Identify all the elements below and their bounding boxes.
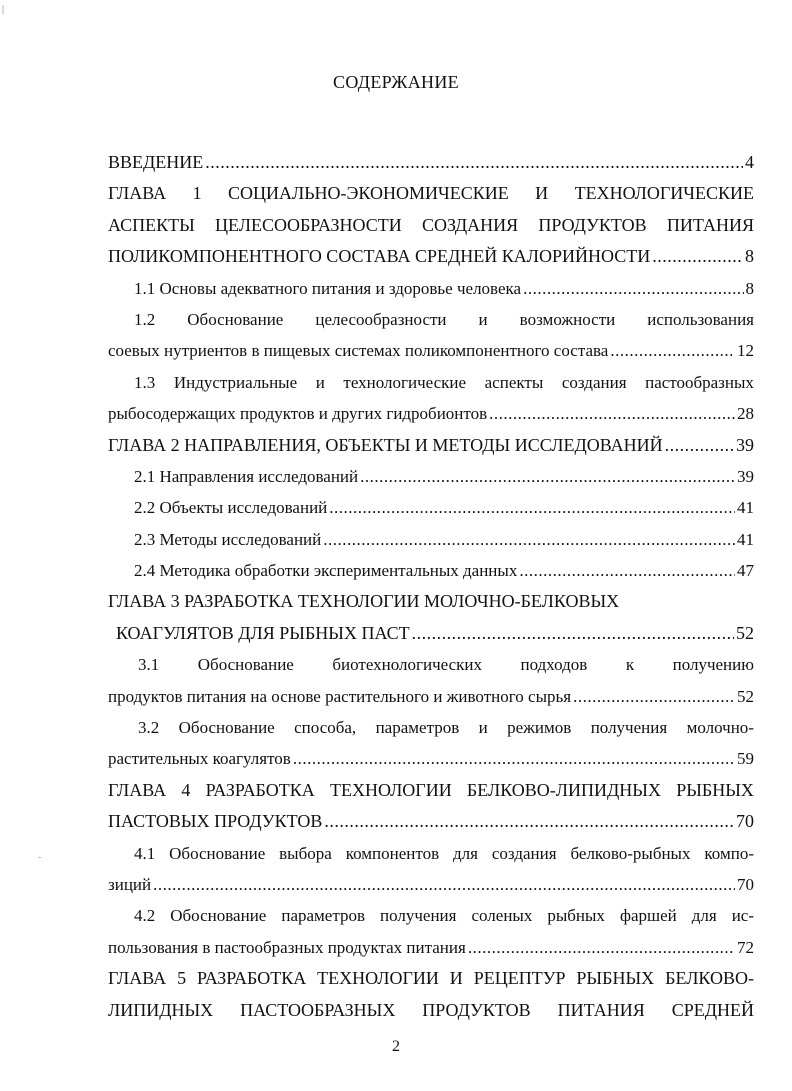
word: РЕЦЕПТУР	[473, 968, 566, 989]
toc-entry-text: пользования в пастообразных продуктах питания	[108, 937, 466, 957]
toc-entry-text: растительных коагулятов	[108, 749, 291, 769]
toc-entry-text: продуктов питания на основе растительного и животного сырья	[108, 686, 572, 706]
word: 1.3	[134, 372, 156, 392]
word: получения	[380, 906, 457, 926]
word: 4.2	[134, 906, 156, 926]
toc-entry-text: зиций	[108, 874, 152, 894]
word: и	[315, 372, 325, 392]
word: использования	[647, 309, 754, 329]
dot-leader	[205, 147, 743, 178]
word: 3.1	[138, 655, 160, 675]
word: ГЛАВА	[108, 968, 167, 989]
word: режимов	[507, 718, 572, 738]
dot-leader	[360, 461, 735, 492]
toc-page-number: 47	[737, 561, 754, 581]
toc-page-number: 39	[737, 466, 754, 486]
toc-section-4-2-line-1[interactable]	[108, 900, 754, 931]
toc-section-3-1-line-1[interactable]	[108, 649, 754, 680]
dot-leader	[523, 273, 743, 304]
table-of-contents	[108, 147, 754, 1026]
toc-chapter-4-line-2[interactable]	[108, 806, 754, 837]
dot-leader	[519, 555, 735, 586]
word: и	[478, 718, 488, 738]
word: компо-	[704, 843, 754, 863]
word: ПИТАНИЯ	[666, 214, 754, 235]
dot-leader	[665, 430, 734, 461]
toc-page-number: 4	[745, 152, 754, 172]
word: СОЗДАНИЯ	[421, 214, 519, 235]
word: 5	[177, 968, 187, 989]
word: ПИТАНИЯ	[557, 999, 645, 1020]
dot-leader	[324, 806, 734, 837]
word: создания	[491, 843, 557, 863]
word: И	[449, 968, 463, 989]
word: ис-	[731, 906, 754, 926]
toc-section-2-3[interactable]	[108, 524, 754, 555]
word: РЫБНЫХ	[576, 968, 655, 989]
toc-section-1-2-line-1[interactable]	[108, 304, 754, 335]
word: ГЛАВА	[108, 183, 167, 204]
word: РАЗРАБОТКА	[205, 779, 315, 800]
toc-entry-text: ГЛАВА 2 НАПРАВЛЕНИЯ, ОБЪЕКТЫ И МЕТОДЫ ИССЛЕДОВАНИЙ	[108, 434, 663, 455]
word: 3.2	[138, 718, 160, 738]
word: аспекты	[484, 372, 544, 392]
word: возможности	[519, 309, 616, 329]
dot-leader	[153, 869, 735, 900]
toc-entry-text: ПАСТОВЫХ ПРОДУКТОВ	[108, 811, 323, 832]
scan-margin-dash: -	[38, 852, 42, 863]
toc-entry-text: 2.3 Методы исследований	[134, 529, 322, 549]
toc-section-1-2-line-2[interactable]	[108, 335, 754, 366]
toc-chapter-3-line-1[interactable]	[108, 586, 754, 617]
toc-page-number: 52	[736, 622, 754, 643]
page-title: СОДЕРЖАНИЕ	[333, 72, 459, 92]
word: БЕЛКОВО-ЛИПИДНЫХ	[466, 779, 661, 800]
dot-leader	[323, 524, 735, 555]
word: ПАСТООБРАЗНЫХ	[240, 999, 396, 1020]
dot-leader	[652, 241, 743, 272]
word: Обоснование	[170, 906, 267, 926]
word: пастообразных	[645, 372, 754, 392]
word: фаршей	[619, 906, 677, 926]
toc-chapter-5-line-1[interactable]	[108, 963, 754, 994]
toc-chapter-1-line-1[interactable]	[108, 178, 754, 209]
toc-section-2-4[interactable]	[108, 555, 754, 586]
word: биотехнологических	[332, 655, 482, 675]
toc-section-4-2-line-2[interactable]	[108, 932, 754, 963]
toc-entry-text: 2.2 Объекты исследований	[134, 498, 328, 518]
word: ТЕХНОЛОГИИ	[317, 968, 439, 989]
toc-chapter-3-line-2[interactable]	[108, 618, 754, 649]
word: компонентов	[345, 843, 440, 863]
word: ТЕХНОЛОГИИ	[330, 779, 452, 800]
toc-page-number: 8	[745, 246, 754, 267]
toc-page-number: 70	[736, 811, 754, 832]
toc-entry-text: 2.4 Методика обработки экспериментальных данных	[134, 561, 518, 581]
dot-leader	[329, 492, 735, 523]
word: белково-рыбных	[570, 843, 691, 863]
toc-section-3-2-line-1[interactable]	[108, 712, 754, 743]
toc-entry-text: ВВЕДЕНИЕ	[108, 152, 204, 172]
toc-section-3-2-line-2[interactable]	[108, 743, 754, 774]
toc-section-2-2[interactable]	[108, 492, 754, 523]
word: технологические	[343, 372, 467, 392]
word: ПРОДУКТОВ	[422, 999, 531, 1020]
toc-chapter-1-line-3[interactable]	[108, 241, 754, 272]
word: Обоснование	[197, 655, 294, 675]
word: параметров	[375, 718, 460, 738]
word: к	[625, 655, 635, 675]
word: соленых	[471, 906, 533, 926]
dot-leader	[412, 618, 734, 649]
word: 4	[181, 779, 191, 800]
word: целесообразности	[315, 309, 447, 329]
word: Обоснование	[187, 309, 284, 329]
word: молочно-	[686, 718, 754, 738]
word: Индустриальные	[173, 372, 298, 392]
toc-page-number: 41	[737, 529, 754, 549]
word: И	[535, 183, 549, 204]
toc-section-4-1-line-1[interactable]	[108, 838, 754, 869]
toc-page-number: 59	[737, 749, 754, 769]
toc-section-1-3-line-1[interactable]	[108, 367, 754, 398]
word: для	[691, 906, 717, 926]
word: выбора	[279, 843, 332, 863]
word: БЕЛКОВО-	[665, 968, 754, 989]
toc-section-3-1-line-2[interactable]	[108, 681, 754, 712]
dot-leader	[573, 681, 735, 712]
word: способа,	[294, 718, 357, 738]
toc-page-number: 12	[737, 341, 754, 361]
toc-page-number: 41	[737, 498, 754, 518]
word: 4.1	[134, 843, 156, 863]
word: параметров	[281, 906, 365, 926]
word: ГЛАВА	[108, 779, 167, 800]
word: для	[453, 843, 478, 863]
page-number: 2	[392, 1038, 400, 1055]
word: и	[478, 309, 488, 329]
toc-entry-text: ГЛАВА 3 РАЗРАБОТКА ТЕХНОЛОГИИ МОЛОЧНО-БЕЛКОВЫХ	[108, 591, 620, 612]
toc-section-1-1[interactable]	[108, 273, 754, 304]
toc-section-4-1-line-2[interactable]	[108, 869, 754, 900]
toc-page-number: 70	[737, 874, 754, 894]
toc-page-number: 72	[737, 937, 754, 957]
toc-entry-intro[interactable]	[108, 147, 754, 178]
word: РАЗРАБОТКА	[197, 968, 307, 989]
toc-chapter-2[interactable]	[108, 430, 754, 461]
word: подходов	[520, 655, 588, 675]
word: СОЦИАЛЬНО-ЭКОНОМИЧЕСКИЕ	[228, 183, 509, 204]
word: 1.2	[134, 309, 156, 329]
toc-section-1-3-line-2[interactable]	[108, 398, 754, 429]
toc-entry-text: рыбосодержащих продуктов и других гидробионтов	[108, 404, 488, 424]
word: создания	[561, 372, 627, 392]
dot-leader	[293, 743, 735, 774]
toc-entry-text: КОАГУЛЯТОВ ДЛЯ РЫБНЫХ ПАСТ	[116, 622, 410, 643]
toc-chapter-5-line-2[interactable]	[108, 995, 754, 1026]
word: РЫБНЫХ	[676, 779, 754, 800]
scan-margin-mark: |	[2, 4, 5, 15]
word: ЛИПИДНЫХ	[108, 999, 214, 1020]
toc-chapter-4-line-1[interactable]	[108, 775, 754, 806]
toc-section-2-1[interactable]	[108, 461, 754, 492]
toc-page-number: 8	[745, 278, 754, 298]
dot-leader	[489, 398, 735, 429]
toc-chapter-1-line-2[interactable]	[108, 210, 754, 241]
toc-entry-text: ПОЛИКОМПОНЕНТНОГО СОСТАВА СРЕДНЕЙ КАЛОРИЙНОСТИ	[108, 246, 651, 267]
toc-entry-text: 1.1 Основы адекватного питания и здоровье человека	[134, 278, 522, 298]
word: Обоснование	[169, 843, 266, 863]
word: ПРОДУКТОВ	[538, 214, 647, 235]
word: 1	[192, 183, 202, 204]
word: ТЕХНОЛОГИЧЕСКИЕ	[574, 183, 754, 204]
word: получению	[672, 655, 754, 675]
word: СРЕДНЕЙ	[671, 999, 754, 1020]
word: АСПЕКТЫ	[108, 214, 195, 235]
toc-page-number: 28	[737, 404, 754, 424]
word: Обоснование	[178, 718, 275, 738]
dot-leader	[610, 335, 735, 366]
word: ЦЕЛЕСООБРАЗНОСТИ	[214, 214, 402, 235]
dot-leader	[468, 932, 735, 963]
toc-page-number: 52	[737, 686, 754, 706]
toc-entry-text: 2.1 Направления исследований	[134, 466, 359, 486]
toc-page-number: 39	[736, 434, 754, 455]
word: получения	[590, 718, 668, 738]
word: рыбных	[547, 906, 605, 926]
toc-entry-text: соевых нутриентов в пищевых системах поликомпонентного состава	[108, 341, 609, 361]
